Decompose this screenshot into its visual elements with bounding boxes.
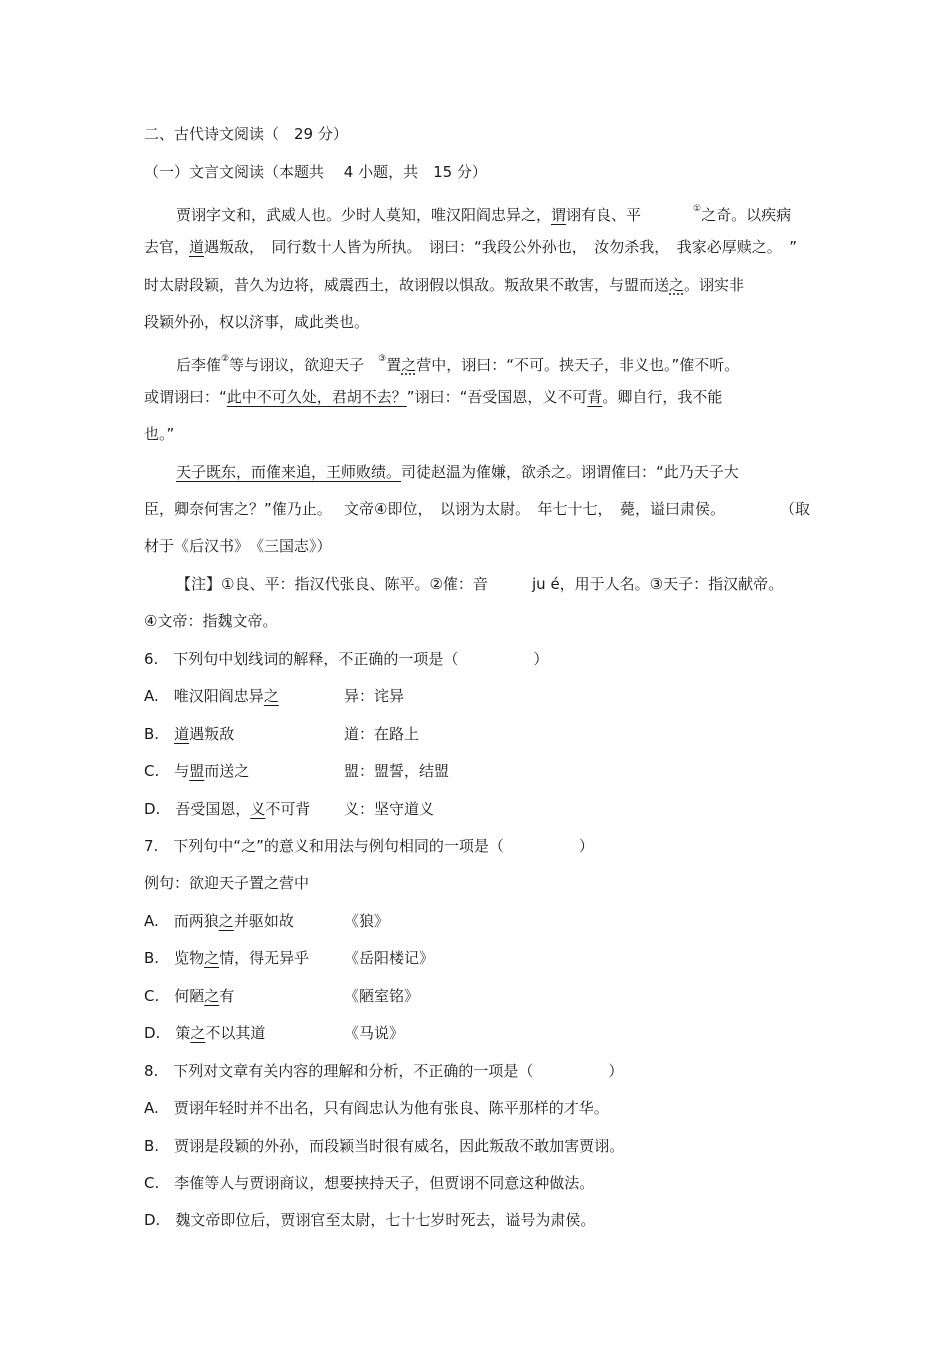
passage-line: 去官，道遇叛敌， 同行数十人皆为所执。 诩曰：“我段公外孙也， 汝勿杀我， 我家必厚赎之。 ” (144, 238, 798, 256)
passage-line: 也。” (144, 425, 175, 443)
passage-line: 天子既东，而傕来追，王师败绩。司徒赵温为傕嫌，欲杀之。诩谓傕曰：“此乃天子大 (176, 463, 739, 481)
q7-option-b-source: 《岳阳楼记》 (344, 949, 435, 967)
q6-option-b: B. 道遇叛敌 (144, 725, 235, 743)
sub-title: （一）文言文阅读（本题共 4 小题，共 15 分） (144, 163, 487, 181)
q6-option-d-expl: 义：坚守道义 (344, 800, 435, 818)
q6-option-a: A. 唯汉阳阎忠异之 (144, 687, 279, 705)
passage-line: 臣，卿奈何害之？”傕乃止。 文帝④即位， 以诩为太尉。 年七十七， 薨，谥曰肃侯。 (144, 500, 725, 518)
q7-option-d: D. 策之不以其道 (144, 1024, 266, 1042)
passage-line: 或谓诩曰：“此中不可久处，君胡不去？”诩曰：“吾受国恩，义不可背。卿自行，我不能 (144, 388, 723, 406)
footnote-marker: ① (693, 204, 702, 214)
q7-option-c-source: 《陋室铭》 (344, 987, 420, 1005)
q7-option-c: C. 何陋之有 (144, 987, 235, 1005)
question-6-stem: 6. 下列句中划线词的解释，不正确的一项是（ ） (144, 650, 549, 668)
q8-option-c: C. 李傕等人与贾诩商议，想要挟持天子，但贾诩不同意这种做法。 (144, 1174, 595, 1192)
footnote-marker: ② (221, 354, 230, 364)
passage-line: 后李傕②等与诩议，欲迎天子 ③置之营中，诩曰：“不可。挟天子，非义也。”傕不听。 (176, 354, 740, 374)
annotation-line: ju é，用于人名。③天子：指汉献帝。 (532, 575, 784, 593)
footnote-marker: ③ (378, 354, 387, 364)
q6-option-c-expl: 盟：盟誓，结盟 (344, 762, 450, 780)
q6-option-c: C. 与盟而送之 (144, 762, 250, 780)
q8-option-d: D. 魏文帝即位后，贾诩官至太尉，七十七岁时死去，谥号为肃侯。 (144, 1211, 596, 1229)
annotation-line: ④文帝：指魏文帝。 (144, 612, 278, 630)
question-8-stem: 8. 下列对文章有关内容的理解和分析，不正确的一项是（ ） (144, 1062, 624, 1080)
question-7-example: 例句：欲迎天子置之营中 (144, 874, 310, 892)
question-7-stem: 7. 下列句中“之”的意义和用法与例句相同的一项是（ ） (144, 837, 594, 855)
q6-option-b-expl: 道：在路上 (344, 725, 420, 743)
q6-option-a-expl: 异：诧异 (344, 687, 405, 705)
source-note: （取 (780, 500, 811, 518)
q7-option-b: B. 览物之情，得无异乎 (144, 949, 310, 967)
passage-line: 段颖外孙，权以济事，咸此类也。 (144, 313, 370, 331)
q7-option-d-source: 《马说》 (344, 1024, 405, 1042)
q8-option-b: B. 贾诩是段颖的外孙，而段颖当时很有威名，因此叛敌不敢加害贾诩。 (144, 1137, 625, 1155)
annotation-line: 【注】①良、平：指汉代张良、陈平。②傕：音 (176, 575, 488, 593)
q7-option-a: A. 而两狼之并驱如故 (144, 912, 294, 930)
passage-line: 时太尉段颖，昔久为边将，威震西土，故诩假以惧敌。叛敌果不敢害，与盟而送之。诩实非 (144, 276, 745, 294)
q8-option-a: A. 贾诩年轻时并不出名，只有阎忠认为他有张良、陈平那样的才华。 (144, 1099, 609, 1117)
q7-option-a-source: 《狼》 (344, 912, 390, 930)
passage-line: 材于《后汉书》 《三国志》） (144, 537, 332, 555)
q6-option-d: D. 吾受国恩，义不可背 (144, 800, 311, 818)
passage-line: 贾诩字文和，武威人也。少时人莫知，唯汉阳阎忠异之，谓诩有良、平 ①之奇。以疾病 (176, 204, 792, 224)
section-title: 二、古代诗文阅读（ 29 分） (144, 125, 348, 143)
